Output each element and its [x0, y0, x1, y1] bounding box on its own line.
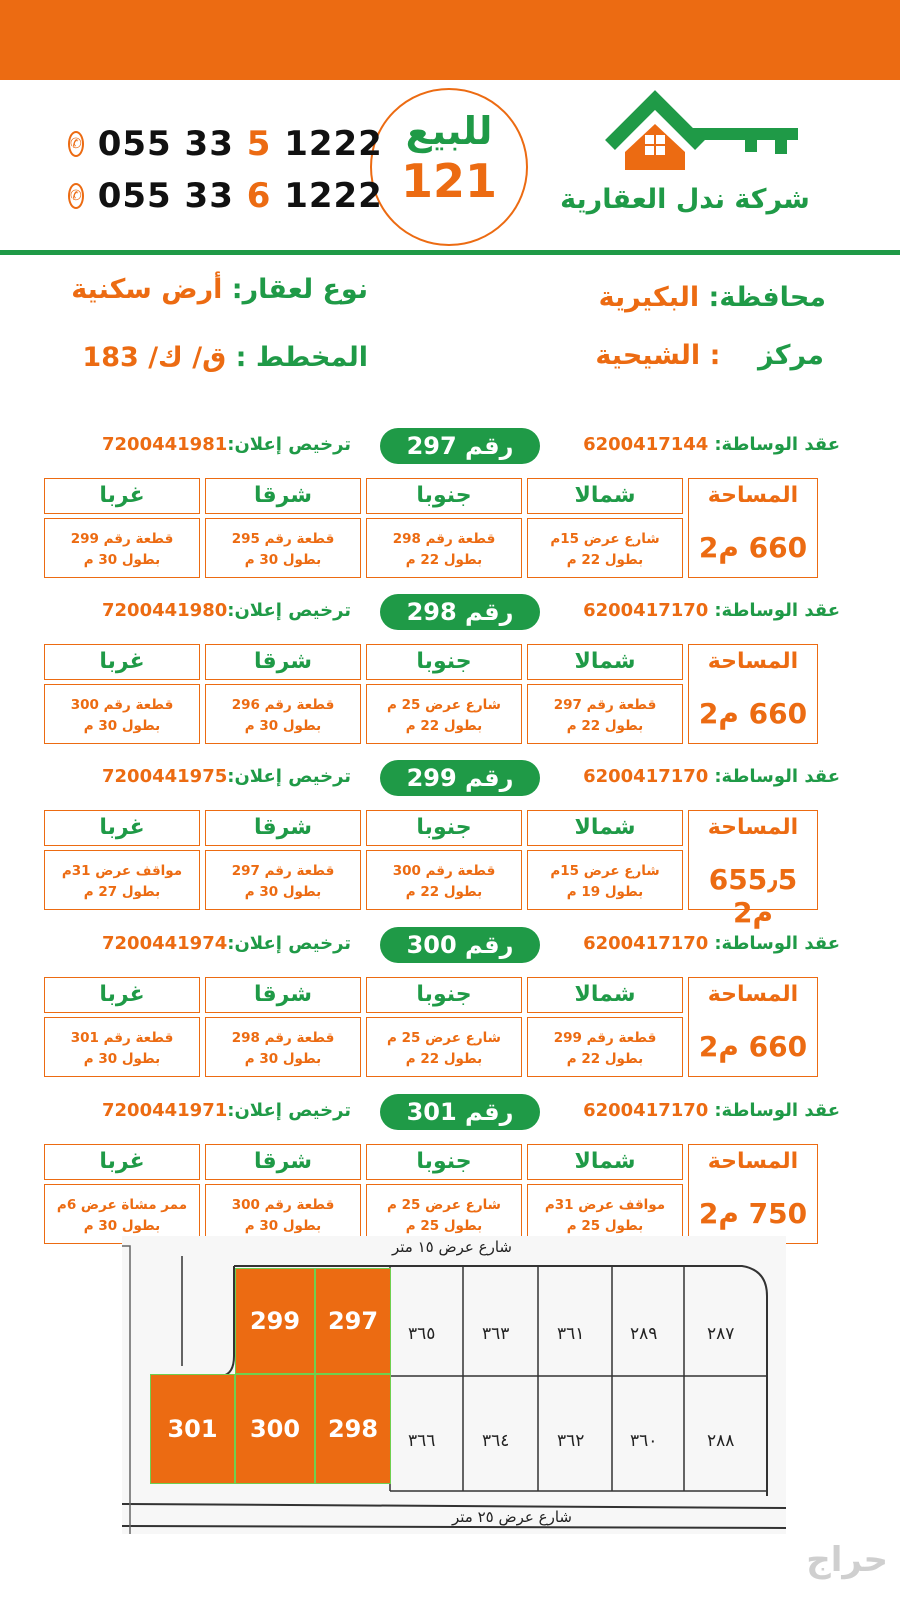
north-boundary: مواقف عرض 31م بطول 25 م [527, 1184, 683, 1244]
plot-number-badge: رقم 301 [380, 1094, 540, 1130]
ad-license: ترخيص إعلان:7200441971 [102, 1100, 352, 1121]
east-header: شرقا [205, 644, 361, 680]
map-plot-number: ٣٦٢ [557, 1431, 585, 1451]
south-boundary: شارع عرض 25 م بطول 22 م [366, 1017, 522, 1077]
area-cell [688, 1144, 818, 1244]
north-header: شمالا [527, 1144, 683, 1180]
area-label: المساحة [707, 1149, 799, 1174]
west-boundary: مواقف عرض 31م بطول 27 م [44, 850, 200, 910]
property-type-info: نوع لعقار: أرض سكنية [71, 274, 368, 305]
broker-contract: عقد الوساطة:6200417170 [583, 933, 840, 954]
south-header: جنوبا [366, 478, 522, 514]
plot-number-badge: رقم 299 [380, 760, 540, 796]
area-value: 750 م2 [698, 1197, 808, 1230]
south-header: جنوبا [366, 644, 522, 680]
map-bottom-street: شارع عرض ٢٥ متر [452, 1508, 572, 1526]
top-banner [0, 0, 900, 80]
company-name: شركة ندل العقارية [560, 184, 810, 215]
company-logo [545, 90, 825, 230]
north-header: شمالا [527, 810, 683, 846]
plot-number-badge: رقم 300 [380, 927, 540, 963]
plot-block [44, 760, 840, 929]
south-boundary: قطعة رقم 298 بطول 22 م [366, 518, 522, 578]
south-header: جنوبا [366, 810, 522, 846]
broker-contract: عقد الوساطة:6200417170 [583, 766, 840, 787]
broker-contract: عقد الوساطة:6200417170 [583, 1100, 840, 1121]
map-plot-number: ٢٨٩ [630, 1324, 658, 1344]
area-cell [688, 977, 818, 1077]
plan-info: المخطط : ق/ ك/ 183 [82, 342, 368, 373]
west-header: غربا [44, 644, 200, 680]
phone-list [68, 118, 383, 222]
plot-block [44, 594, 840, 754]
map-plot-297[interactable]: 297 [315, 1268, 391, 1374]
west-boundary: قطعة رقم 300 بطول 30 م [44, 684, 200, 744]
area-label: المساحة [707, 982, 799, 1007]
plot-header [44, 927, 840, 967]
east-boundary: قطعة رقم 296 بطول 30 م [205, 684, 361, 744]
east-boundary: قطعة رقم 300 بطول 30 م [205, 1184, 361, 1244]
area-value: 660 م2 [698, 531, 808, 564]
map-plot-number: ٣٦٠ [630, 1431, 658, 1451]
plot-block [44, 927, 840, 1087]
map-plot-299[interactable]: 299 [235, 1268, 315, 1374]
west-boundary: قطعة رقم 299 بطول 30 م [44, 518, 200, 578]
phone-icon: ✆ [68, 183, 84, 209]
listing-number: 121 [400, 154, 498, 208]
area-value: 655٫5 م2 [708, 863, 798, 929]
east-header: شرقا [205, 478, 361, 514]
ad-license: ترخيص إعلان:7200441981 [102, 434, 352, 455]
south-boundary: قطعة رقم 300 بطول 22 م [366, 850, 522, 910]
plot-number-badge: رقم 298 [380, 594, 540, 630]
west-header: غربا [44, 810, 200, 846]
plot-header [44, 594, 840, 634]
north-boundary: شارع عرض 15م بطول 22 م [527, 518, 683, 578]
map-plot-number: ٢٨٨ [707, 1431, 735, 1451]
area-value: 660 م2 [698, 1030, 808, 1063]
map-plot-301[interactable]: 301 [150, 1374, 235, 1484]
map-top-street: شارع عرض ١٥ متر [392, 1238, 512, 1256]
south-header: جنوبا [366, 1144, 522, 1180]
area-cell [688, 810, 818, 929]
map-plot-298[interactable]: 298 [315, 1374, 391, 1484]
east-boundary: قطعة رقم 298 بطول 30 م [205, 1017, 361, 1077]
house-key-logo-icon [595, 90, 805, 180]
broker-contract: عقد الوساطة:6200417170 [583, 600, 840, 621]
broker-contract: عقد الوساطة:6200417144 [583, 434, 840, 455]
phone-number: 055 33 5 1222 [97, 124, 383, 164]
phone-icon: ✆ [68, 131, 84, 157]
plot-number-badge: رقم 297 [380, 428, 540, 464]
area-cell [688, 478, 818, 578]
map-plot-number: ٢٨٧ [707, 1324, 735, 1344]
center-info: مركز : الشيحية [595, 340, 824, 371]
west-boundary: ممر مشاة عرض 6م بطول 30 م [44, 1184, 200, 1244]
west-header: غربا [44, 1144, 200, 1180]
north-header: شمالا [527, 977, 683, 1013]
header-divider [0, 250, 900, 255]
for-sale-badge [370, 88, 528, 246]
ad-license: ترخيص إعلان:7200441980 [102, 600, 352, 621]
phone-row[interactable] [68, 118, 383, 170]
area-value: 660 م2 [698, 697, 808, 730]
south-boundary: شارع عرض 25 م بطول 22 م [366, 684, 522, 744]
north-boundary: شارع عرض 15م بطول 19 م [527, 850, 683, 910]
map-plot-number: ٣٦٣ [482, 1324, 510, 1344]
north-header: شمالا [527, 478, 683, 514]
south-header: جنوبا [366, 977, 522, 1013]
west-boundary: قطعة رقم 301 بطول 30 م [44, 1017, 200, 1077]
east-header: شرقا [205, 810, 361, 846]
north-header: شمالا [527, 644, 683, 680]
map-plot-number: ٣٦٤ [482, 1431, 510, 1451]
west-header: غربا [44, 977, 200, 1013]
north-boundary: قطعة رقم 297 بطول 22 م [527, 684, 683, 744]
map-plot-number: ٣٦٥ [408, 1324, 436, 1344]
ad-license: ترخيص إعلان:7200441975 [102, 766, 352, 787]
subdivision-map [122, 1236, 786, 1534]
for-sale-word: للبيع [405, 109, 493, 153]
plot-header [44, 760, 840, 800]
plot-block [44, 428, 840, 588]
watermark-logo: حراج [806, 1540, 888, 1580]
area-cell [688, 644, 818, 744]
north-boundary: قطعة رقم 299 بطول 22 م [527, 1017, 683, 1077]
east-boundary: قطعة رقم 295 بطول 30 م [205, 518, 361, 578]
area-label: المساحة [707, 815, 799, 840]
phone-number: 055 33 6 1222 [97, 176, 383, 216]
area-label: المساحة [707, 483, 799, 508]
area-label: المساحة [707, 649, 799, 674]
east-header: شرقا [205, 1144, 361, 1180]
south-boundary: شارع عرض 25 م بطول 25 م [366, 1184, 522, 1244]
plot-block [44, 1094, 840, 1254]
east-header: شرقا [205, 977, 361, 1013]
plot-header [44, 1094, 840, 1134]
map-plot-number: ٣٦١ [557, 1324, 585, 1344]
east-boundary: قطعة رقم 297 بطول 30 م [205, 850, 361, 910]
plot-header [44, 428, 840, 468]
phone-row[interactable] [68, 170, 383, 222]
governorate-info: محافظة: البكيرية [598, 282, 826, 313]
map-plot-300[interactable]: 300 [235, 1374, 315, 1484]
map-plot-number: ٣٦٦ [408, 1431, 436, 1451]
ad-license: ترخيص إعلان:7200441974 [102, 933, 352, 954]
west-header: غربا [44, 478, 200, 514]
